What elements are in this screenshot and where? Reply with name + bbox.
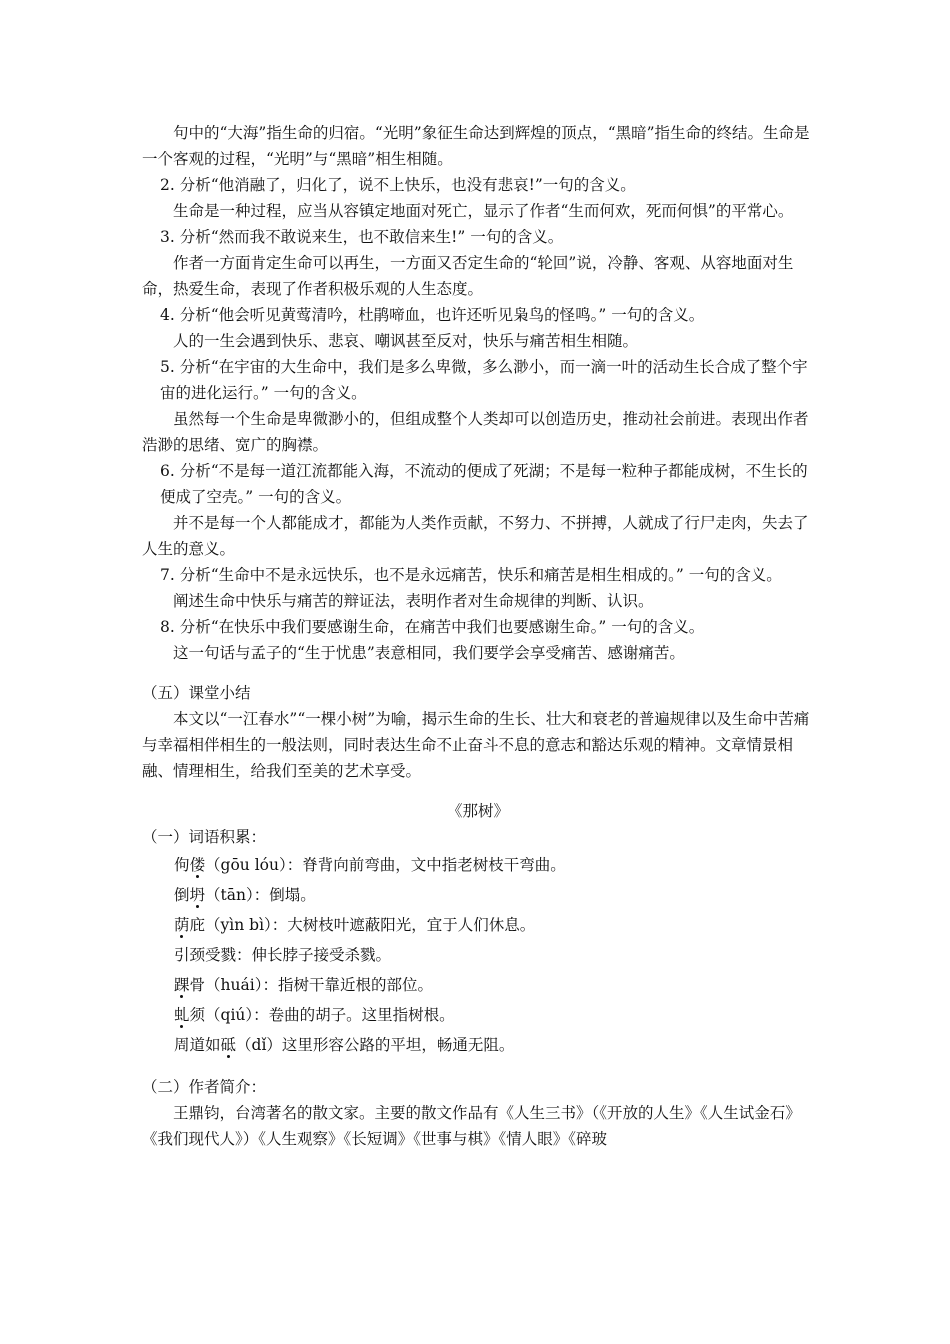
vocab-item (142, 970, 814, 1000)
vocab-definition: （qiú）：卷曲的胡子。这里指树根。 (205, 1006, 455, 1024)
vocab-item (142, 880, 814, 910)
summary-heading: （五）课堂小结 (142, 684, 251, 702)
vocab-list (142, 850, 814, 1060)
article-title: 《那树》 (446, 802, 509, 820)
vocab-char-2: 须 (189, 1006, 206, 1024)
vocab-char-1: 踝 (174, 976, 190, 994)
question-6: 6. 分析“不是每一道江流都能入海，不流动的便成了死湖；不是每一粒种子都能成树，不生长的便成了空壳。” 一句的含义。 (160, 462, 808, 506)
question-5: 5. 分析“在宇宙的大生命中，我们是多么卑微，多么渺小，而一滴一叶的活动生长合成了整个宇宙的进化运行。” 一句的含义。 (160, 358, 808, 402)
vocab-char-2: 庇 (189, 916, 206, 934)
answer-1-text: 句中的“大海”指生命的归宿。“光明”象征生命达到辉煌的顶点，“黑暗”指生命的终结。生命是一个客观的过程，“光明”与“黑暗”相生相随。 (142, 124, 810, 168)
vocab-heading: （一）词语积累： (142, 828, 267, 846)
spacer (142, 1060, 814, 1074)
answer-7: 阐述生命中快乐与痛苦的辩证法，表明作者对生命规律的判断、认识。 (173, 592, 654, 610)
answer-8: 这一句话与孟子的“生于忧患”表意相同，我们要学会享受痛苦、感谢痛苦。 (173, 644, 685, 662)
question-4: 4. 分析“他会听见黄莺清吟，杜鹃啼血，也许还听见枭鸟的怪鸣。” 一句的含义。 (160, 306, 705, 324)
vocab-char-1: 虬 (174, 1006, 190, 1024)
spacer (142, 784, 814, 798)
vocab-item (142, 940, 814, 970)
author-text: 王鼎钧，台湾著名的散文家。主要的散文作品有《人生三书》（《开放的人生》《人生试金石》《我们现代人》）《人生观察》《长短调》《世事与棋》《情人眼》《碎玻 (142, 1104, 801, 1148)
question-3: 3. 分析“然而我不敢说来生，也不敢信来生!” 一句的含义。 (160, 228, 564, 246)
question-2: 2. 分析“他消融了，归化了，说不上快乐，也没有悲哀!”一句的含义。 (160, 176, 636, 194)
vocab-definition: （tān）：倒塌。 (205, 886, 316, 904)
vocab-char-2: 坍 (189, 886, 206, 904)
vocab-item (142, 850, 814, 880)
vocab-char-1: 荫 (174, 916, 190, 934)
vocab-char-1: 引颈受 (174, 946, 221, 964)
vocab-definition: ：伸长脖子接受杀戮。 (236, 946, 392, 964)
vocab-item (142, 1030, 814, 1060)
vocab-definition: （yìn bì）：大树枝叶遮蔽阳光，宜于人们休息。 (205, 916, 536, 934)
vocab-char-1: 倒 (174, 886, 190, 904)
vocab-definition: （huái）：指树干靠近根的部位。 (205, 976, 433, 994)
question-8: 8. 分析“在快乐中我们要感谢生命，在痛苦中我们也要感谢生命。” 一句的含义。 (160, 618, 705, 636)
vocab-item (142, 910, 814, 940)
summary-text: 本文以“一江春水”“一棵小树”为喻，揭示生命的生长、壮大和衰老的普遍规律以及生命中苦痛与幸福相伴相生的一般法则，同时表达生命不止奋斗不息的意志和豁达乐观的精神。文章情景相融、情理相生，给我们至美的艺术享受。 (142, 710, 810, 780)
answer-2: 生命是一种过程，应当从容镇定地面对死亡，显示了作者“生而何欢，死而何惧”的平常心。 (173, 202, 794, 220)
answer-6: 并不是每一个人都能成才，都能为人类作贡献，不努力、不拼搏，人就成了行尸走肉，失去了人生的意义。 (142, 514, 809, 558)
answer-5: 虽然每一个生命是卑微渺小的，但组成整个人类却可以创造历史，推动社会前进。表现出作者浩渺的思绪、宽广的胸襟。 (142, 410, 809, 454)
author-heading: （二）作者简介： (142, 1078, 267, 1096)
vocab-char-1: 周道如 (174, 1036, 221, 1054)
vocab-char-1: 佝 (174, 856, 190, 874)
answer-3: 作者一方面肯定生命可以再生，一方面又否定生命的“轮回”说，冷静、客观、从容地面对生命，热爱生命，表现了作者积极乐观的人生态度。 (142, 254, 794, 298)
vocab-definition: （dǐ）这里形容公路的平坦，畅通无阻。 (236, 1036, 515, 1054)
vocab-char-2: 砥 (220, 1036, 237, 1054)
vocab-char-2: 偻 (189, 856, 206, 874)
question-7: 7. 分析“生命中不是永远快乐，也不是永远痛苦，快乐和痛苦是相生相成的。” 一句的含义。 (160, 566, 782, 584)
vocab-definition: （gōu lóu）：脊背向前弯曲，文中指老树枝干弯曲。 (205, 856, 566, 874)
vocab-char-2: 骨 (189, 976, 206, 994)
vocab-item (142, 1000, 814, 1030)
answer-4: 人的一生会遇到快乐、悲哀、嘲讽甚至反对，快乐与痛苦相生相随。 (173, 332, 639, 350)
vocab-char-2: 戮 (220, 946, 237, 964)
spacer (142, 666, 814, 680)
document-body (142, 120, 814, 1152)
